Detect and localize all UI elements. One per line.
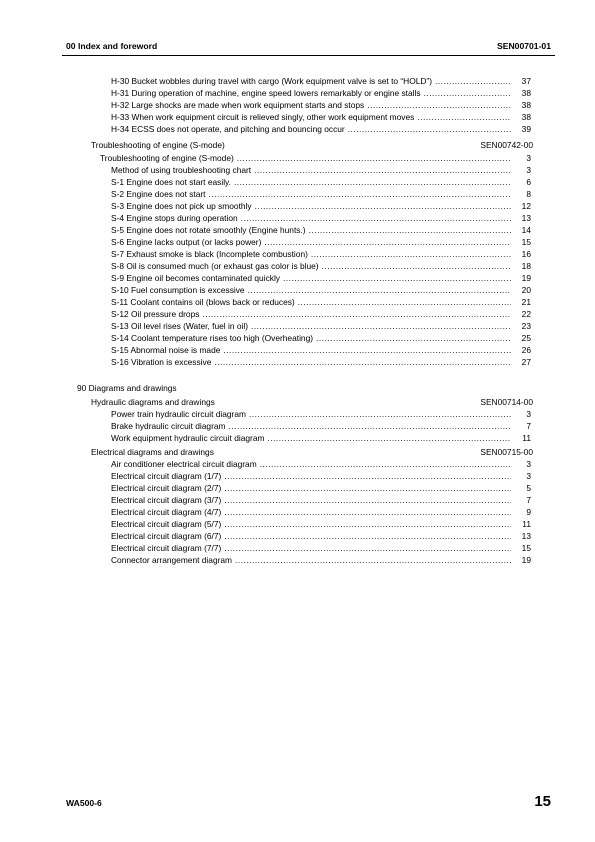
toc-entry-s4[interactable] [111, 212, 531, 224]
toc-entry-s5[interactable] [111, 224, 531, 236]
entry-title: S-10 Fuel consumption is excessive [111, 285, 245, 295]
toc-entry-elec-1[interactable] [111, 470, 531, 482]
entry-title: Electrical circuit diagram (2/7) [111, 483, 222, 493]
toc-entry-s13[interactable] [111, 320, 531, 332]
dot-leader [298, 296, 511, 308]
entry-title: Troubleshooting of engine (S-mode) [100, 153, 234, 163]
toc-entry-s-mode[interactable] [100, 152, 531, 164]
toc-entry-h32[interactable] [111, 99, 531, 111]
dot-leader [309, 224, 511, 236]
dot-leader [234, 176, 511, 188]
entry-title: S-6 Engine lacks output (or lacks power) [111, 237, 262, 247]
dot-leader [224, 482, 511, 494]
dot-leader [224, 542, 511, 554]
toc-entry-elec-7[interactable] [111, 542, 531, 554]
dot-leader [348, 123, 511, 135]
toc-section-hydraulic[interactable] [91, 396, 533, 408]
entry-title: H-31 During operation of machine, engine speed lowers remarkably or engine stalls [111, 88, 421, 98]
entry-page-number: 37 [521, 76, 531, 86]
entry-title: Method of using troubleshooting chart [111, 165, 252, 175]
entry-title: S-16 Vibration is excessive [111, 357, 212, 367]
dot-leader [224, 518, 511, 530]
toc-entry-power-train[interactable] [111, 408, 531, 420]
dot-leader [251, 320, 511, 332]
entry-page-number: 3 [526, 471, 531, 481]
entry-page-number: 7 [526, 495, 531, 505]
entry-title: S-7 Exhaust smoke is black (Incomplete combustion) [111, 249, 308, 259]
toc-entry-s12[interactable] [111, 308, 531, 320]
entry-page-number: 6 [526, 177, 531, 187]
dot-leader [254, 164, 511, 176]
toc-entry-s3[interactable] [111, 200, 531, 212]
entry-title: Work equipment hydraulic circuit diagram [111, 433, 265, 443]
entry-page-number: 7 [526, 421, 531, 431]
entry-page-number: 11 [522, 519, 531, 529]
entry-page-number: 9 [526, 507, 531, 517]
entry-page-number: 15 [521, 543, 531, 553]
toc-section-s-mode[interactable] [91, 139, 533, 151]
toc-entry-work-equipment[interactable] [111, 432, 531, 444]
toc-entry-s1[interactable] [111, 176, 531, 188]
entry-page-number: 38 [521, 100, 531, 110]
section-code: SEN00742-00 [480, 140, 533, 150]
entry-page-number: 12 [521, 201, 531, 211]
dot-leader [235, 554, 511, 566]
entry-page-number: 8 [526, 189, 531, 199]
toc-entry-s11[interactable] [111, 296, 531, 308]
section-code: SEN00714-00 [480, 397, 533, 407]
entry-page-number: 13 [521, 531, 531, 541]
dot-leader [229, 420, 511, 432]
section-code: SEN00715-00 [480, 447, 533, 457]
toc-entry-elec-6[interactable] [111, 530, 531, 542]
entry-page-number: 22 [521, 309, 531, 319]
dot-leader [237, 152, 511, 164]
entry-page-number: 3 [526, 153, 531, 163]
header-document-code: SEN00701-01 [497, 41, 551, 51]
entry-page-number: 26 [521, 345, 531, 355]
entry-title: Connector arrangement diagram [111, 555, 233, 565]
dot-leader [241, 212, 511, 224]
toc-entry-method[interactable] [111, 164, 531, 176]
entry-title: Electrical circuit diagram (5/7) [111, 519, 222, 529]
toc-entry-connector[interactable] [111, 554, 531, 566]
entry-title: Brake hydraulic circuit diagram [111, 421, 226, 431]
section-title: Hydraulic diagrams and drawings [91, 397, 215, 407]
toc-entry-air-conditioner[interactable] [111, 458, 531, 470]
toc-entry-s15[interactable] [111, 344, 531, 356]
entry-page-number: 20 [521, 285, 531, 295]
footer-model: WA500-6 [66, 798, 102, 808]
entry-title: S-14 Coolant temperature rises too high (Overheating) [111, 333, 314, 343]
toc-entry-s16[interactable] [111, 356, 531, 368]
entry-page-number: 19 [521, 273, 531, 283]
entry-page-number: 23 [521, 321, 531, 331]
entry-title: H-33 When work equipment circuit is relieved singly, other work equipment moves [111, 112, 415, 122]
footer-page-number: 15 [534, 793, 551, 810]
entry-page-number: 11 [522, 433, 531, 443]
entry-page-number: 14 [521, 225, 531, 235]
entry-title: S-12 Oil pressure drops [111, 309, 200, 319]
toc-entry-s6[interactable] [111, 236, 531, 248]
entry-page-number: 13 [521, 213, 531, 223]
toc-entry-brake[interactable] [111, 420, 531, 432]
entry-page-number: 16 [521, 249, 531, 259]
entry-page-number: 19 [521, 555, 531, 565]
dot-leader [424, 87, 511, 99]
dot-leader [209, 188, 511, 200]
toc-entry-s2[interactable] [111, 188, 531, 200]
dot-leader [249, 408, 511, 420]
entry-title: Electrical circuit diagram (3/7) [111, 495, 222, 505]
toc-entry-elec-4[interactable] [111, 506, 531, 518]
toc-entry-h31[interactable] [111, 87, 531, 99]
entry-title: S-9 Engine oil becomes contaminated quickly [111, 273, 280, 283]
toc-entry-h33[interactable] [111, 111, 531, 123]
section-title: Electrical diagrams and drawings [91, 447, 214, 457]
entry-page-number: 3 [526, 165, 531, 175]
toc-section-electrical[interactable] [91, 446, 533, 458]
toc-entry-h34[interactable] [111, 123, 531, 135]
entry-title: S-8 Oil is consumed much (or exhaust gas color is blue) [111, 261, 319, 271]
dot-leader [224, 494, 511, 506]
entry-title: S-15 Abnormal noise is made [111, 345, 221, 355]
toc-entry-elec-5[interactable] [111, 518, 531, 530]
entry-page-number: 3 [526, 409, 531, 419]
header-divider [62, 55, 555, 56]
toc-entry-s14[interactable] [111, 332, 531, 344]
dot-leader [202, 308, 511, 320]
dot-leader [311, 248, 511, 260]
entry-title: Air conditioner electrical circuit diagram [111, 459, 257, 469]
entry-title: Electrical circuit diagram (4/7) [111, 507, 222, 517]
entry-page-number: 21 [521, 297, 531, 307]
dot-leader [224, 470, 511, 482]
entry-page-number: 15 [521, 237, 531, 247]
dot-leader [224, 530, 511, 542]
dot-leader [283, 272, 511, 284]
entry-title: S-1 Engine does not start easily. [111, 177, 231, 187]
entry-title: S-4 Engine stops during operation [111, 213, 238, 223]
dot-leader [322, 260, 511, 272]
entry-page-number: 38 [521, 88, 531, 98]
dot-leader [435, 75, 511, 87]
dot-leader [224, 506, 511, 518]
entry-title: S-5 Engine does not rotate smoothly (Engine hunts.) [111, 225, 306, 235]
entry-title: S-13 Oil level rises (Water, fuel in oil) [111, 321, 248, 331]
entry-title: H-34 ECSS does not operate, and pitching and bouncing occur [111, 124, 345, 134]
entry-page-number: 3 [526, 459, 531, 469]
dot-leader [223, 344, 511, 356]
dot-leader [214, 356, 511, 368]
entry-page-number: 38 [521, 112, 531, 122]
toc-entry-s7[interactable] [111, 248, 531, 260]
toc-entry-s8[interactable] [111, 260, 531, 272]
entry-title: Electrical circuit diagram (6/7) [111, 531, 222, 541]
entry-title: H-32 Large shocks are made when work equipment starts and stops [111, 100, 365, 110]
toc-chapter-90[interactable]: 90 Diagrams and drawings [77, 383, 177, 393]
entry-title: H-30 Bucket wobbles during travel with cargo (Work equipment valve is set to “HOLD”) [111, 76, 433, 86]
entry-title: S-2 Engine does not start [111, 189, 206, 199]
entry-title: S-3 Engine does not pick up smoothly [111, 201, 252, 211]
entry-title: S-11 Coolant contains oil (blows back or reduces) [111, 297, 295, 307]
section-title: Troubleshooting of engine (S-mode) [91, 140, 225, 150]
dot-leader [316, 332, 511, 344]
toc-entry-s9[interactable] [111, 272, 531, 284]
entry-page-number: 18 [521, 261, 531, 271]
header-section-title: 00 Index and foreword [66, 41, 158, 51]
entry-page-number: 39 [521, 124, 531, 134]
dot-leader [255, 200, 511, 212]
dot-leader [267, 432, 511, 444]
entry-page-number: 5 [526, 483, 531, 493]
toc-entry-h30[interactable] [111, 75, 531, 87]
toc-entry-elec-2[interactable] [111, 482, 531, 494]
entry-title: Electrical circuit diagram (7/7) [111, 543, 222, 553]
entry-page-number: 27 [521, 357, 531, 367]
toc-entry-elec-3[interactable] [111, 494, 531, 506]
dot-leader [367, 99, 511, 111]
entry-title: Power train hydraulic circuit diagram [111, 409, 246, 419]
entry-page-number: 25 [521, 333, 531, 343]
dot-leader [248, 284, 511, 296]
entry-title: Electrical circuit diagram (1/7) [111, 471, 222, 481]
toc-entry-s10[interactable] [111, 284, 531, 296]
dot-leader [264, 236, 511, 248]
dot-leader [417, 111, 511, 123]
dot-leader [260, 458, 511, 470]
